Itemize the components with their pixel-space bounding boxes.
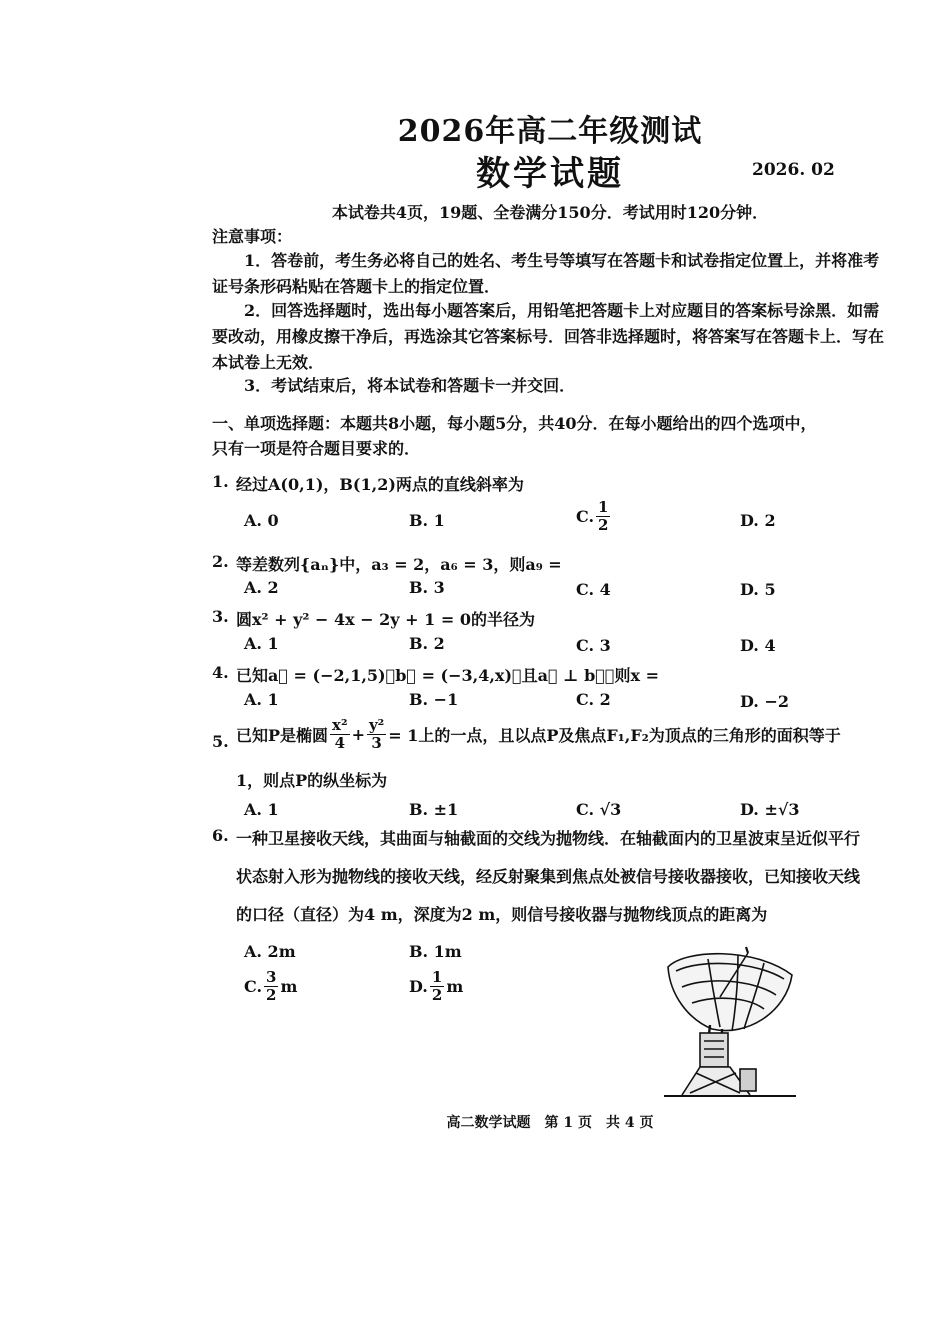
q6-line-3: 的口径（直径）为4 m，深度为2 m，则信号接收器与抛物线顶点的距离为 xyxy=(236,905,768,924)
q3-option-a: A. 1 xyxy=(244,634,279,653)
q6-option-d-numerator: 1 xyxy=(431,968,443,986)
section-heading-line1: 一、单项选择题：本题共8小题，每小题5分，共40分．在每小题给出的四个选项中， xyxy=(212,414,817,433)
q2-number: 2. xyxy=(212,552,229,571)
exam-info: 本试卷共4页，19题、全卷满分150分．考试用时120分钟． xyxy=(331,203,769,222)
q5-stem-end: 1，则点P的纵坐标为 xyxy=(236,771,388,790)
q4-option-c: C. 2 xyxy=(576,690,611,709)
q6-option-c-fraction xyxy=(264,970,278,1003)
q6-option-c xyxy=(244,970,297,1003)
q5-fraction-x xyxy=(330,718,350,751)
q1-option-b: B. 1 xyxy=(409,511,445,530)
notice-heading: 注意事项： xyxy=(212,227,293,246)
q6-option-d xyxy=(409,970,463,1003)
exam-title-line2: 数学试题 xyxy=(476,154,624,194)
q6-option-d-fraction xyxy=(430,970,444,1003)
q1-option-a: A. 0 xyxy=(244,511,279,530)
q5-fraction-y-denominator: 3 xyxy=(371,734,382,752)
q5-stem-start: 已知P是椭圆 xyxy=(236,726,329,745)
q5-option-b: B. ±1 xyxy=(409,800,459,819)
q6-option-d-label: D. xyxy=(409,977,428,996)
q6-option-c-denominator: 2 xyxy=(266,986,277,1004)
q2-option-b: B. 3 xyxy=(409,578,445,597)
q5-number: 5. xyxy=(212,732,229,751)
q5-option-c: C. √3 xyxy=(576,800,622,819)
notice-item-1: 1．答卷前，考生务必将自己的姓名、考生号等填写在答题卡和试卷指定位置上，并将准考证号条形码粘贴在答题卡上的指定位置． xyxy=(212,251,880,296)
q1-option-c-numerator: 1 xyxy=(598,498,609,516)
q6-line-2: 状态射入形为抛物线的接收天线，经反射聚集到焦点处被信号接收器接收，已知接收天线 xyxy=(236,867,861,886)
q5-stem xyxy=(236,718,841,751)
q3-option-c: C. 3 xyxy=(576,636,611,655)
q6-option-c-numerator: 3 xyxy=(266,968,277,986)
q2-option-d: D. 5 xyxy=(740,580,776,599)
q4-stem: 已知a⃗ = (−2,1,5)，b⃗ = (−3,4,x)，且a⃗ ⊥ b⃗，则x = xyxy=(236,666,660,685)
section-heading xyxy=(212,411,888,461)
q5-fraction-x-denominator: 4 xyxy=(334,734,346,752)
q3-stem: 圆x² + y² − 4x − 2y + 1 = 0的半径为 xyxy=(236,610,535,629)
q2-stem: 等差数列{aₙ}中，a₃ = 2，a₆ = 3，则a₉ = xyxy=(236,555,562,574)
q1-number: 1. xyxy=(212,472,229,491)
q6-option-c-unit: m xyxy=(280,977,298,996)
q1-option-c xyxy=(576,500,612,533)
q1-option-d: D. 2 xyxy=(740,511,776,530)
q5-fraction-y xyxy=(367,718,386,751)
q6-number: 6. xyxy=(212,826,229,845)
section-heading-line2: 只有一项是符合题目要求的． xyxy=(212,439,421,458)
exam-title-line1: 2026年高二年级测试 xyxy=(397,114,703,149)
q4-option-a: A. 1 xyxy=(244,690,279,709)
satellite-dish-illustration xyxy=(660,945,800,1100)
q4-option-b: B. −1 xyxy=(409,690,459,709)
q3-option-b: B. 2 xyxy=(409,634,445,653)
q5-fraction-y-numerator: y² xyxy=(368,716,385,734)
q1-option-c-fraction xyxy=(596,500,610,533)
q2-option-a: A. 2 xyxy=(244,578,279,597)
q1-stem: 经过A(0,1)，B(1,2)两点的直线斜率为 xyxy=(236,475,524,494)
q2-option-c: C. 4 xyxy=(576,580,611,599)
exam-date: 2026. 02 xyxy=(752,160,835,180)
q5-stem-middle: = 1上的一点，且以点P及焦点F₁,F₂为顶点的三角形的面积等于 xyxy=(388,726,841,745)
q5-fraction-x-numerator: x² xyxy=(332,716,348,734)
notice-item-2: 2．回答选择题时，选出每小题答案后，用铅笔把答题卡上对应题目的答案标号涂黑．如需要改动，用橡皮擦干净后，再选涂其它答案标号．回答非选择题时，将答案写在答题卡上．写在本试卷上无效． xyxy=(212,301,885,372)
q6-option-d-unit: m xyxy=(446,977,464,996)
q4-number: 4. xyxy=(212,663,229,682)
q3-number: 3. xyxy=(212,607,229,626)
q3-option-d: D. 4 xyxy=(740,636,776,655)
q6-option-a: A. 2m xyxy=(244,942,296,961)
q5-option-d: D. ±√3 xyxy=(740,800,800,819)
q4-option-d: D. −2 xyxy=(740,692,789,711)
q1-option-c-label: C. xyxy=(576,507,595,526)
q5-option-a: A. 1 xyxy=(244,800,279,819)
q1-option-c-denominator: 2 xyxy=(598,516,609,534)
q6-option-b: B. 1m xyxy=(409,942,462,961)
q5-plus-sign: + xyxy=(351,725,365,744)
q6-option-d-denominator: 2 xyxy=(431,986,443,1004)
q6-option-c-label: C. xyxy=(244,977,263,996)
q6-line-1: 一种卫星接收天线，其曲面与轴截面的交线为抛物线．在轴截面内的卫星波束呈近似平行 xyxy=(236,829,861,848)
notice-item-3: 3．考试结束后，将本试卷和答题卡一并交回． xyxy=(244,376,576,395)
page-footer: 高二数学试题 第 1 页 共 4 页 xyxy=(446,1115,654,1131)
